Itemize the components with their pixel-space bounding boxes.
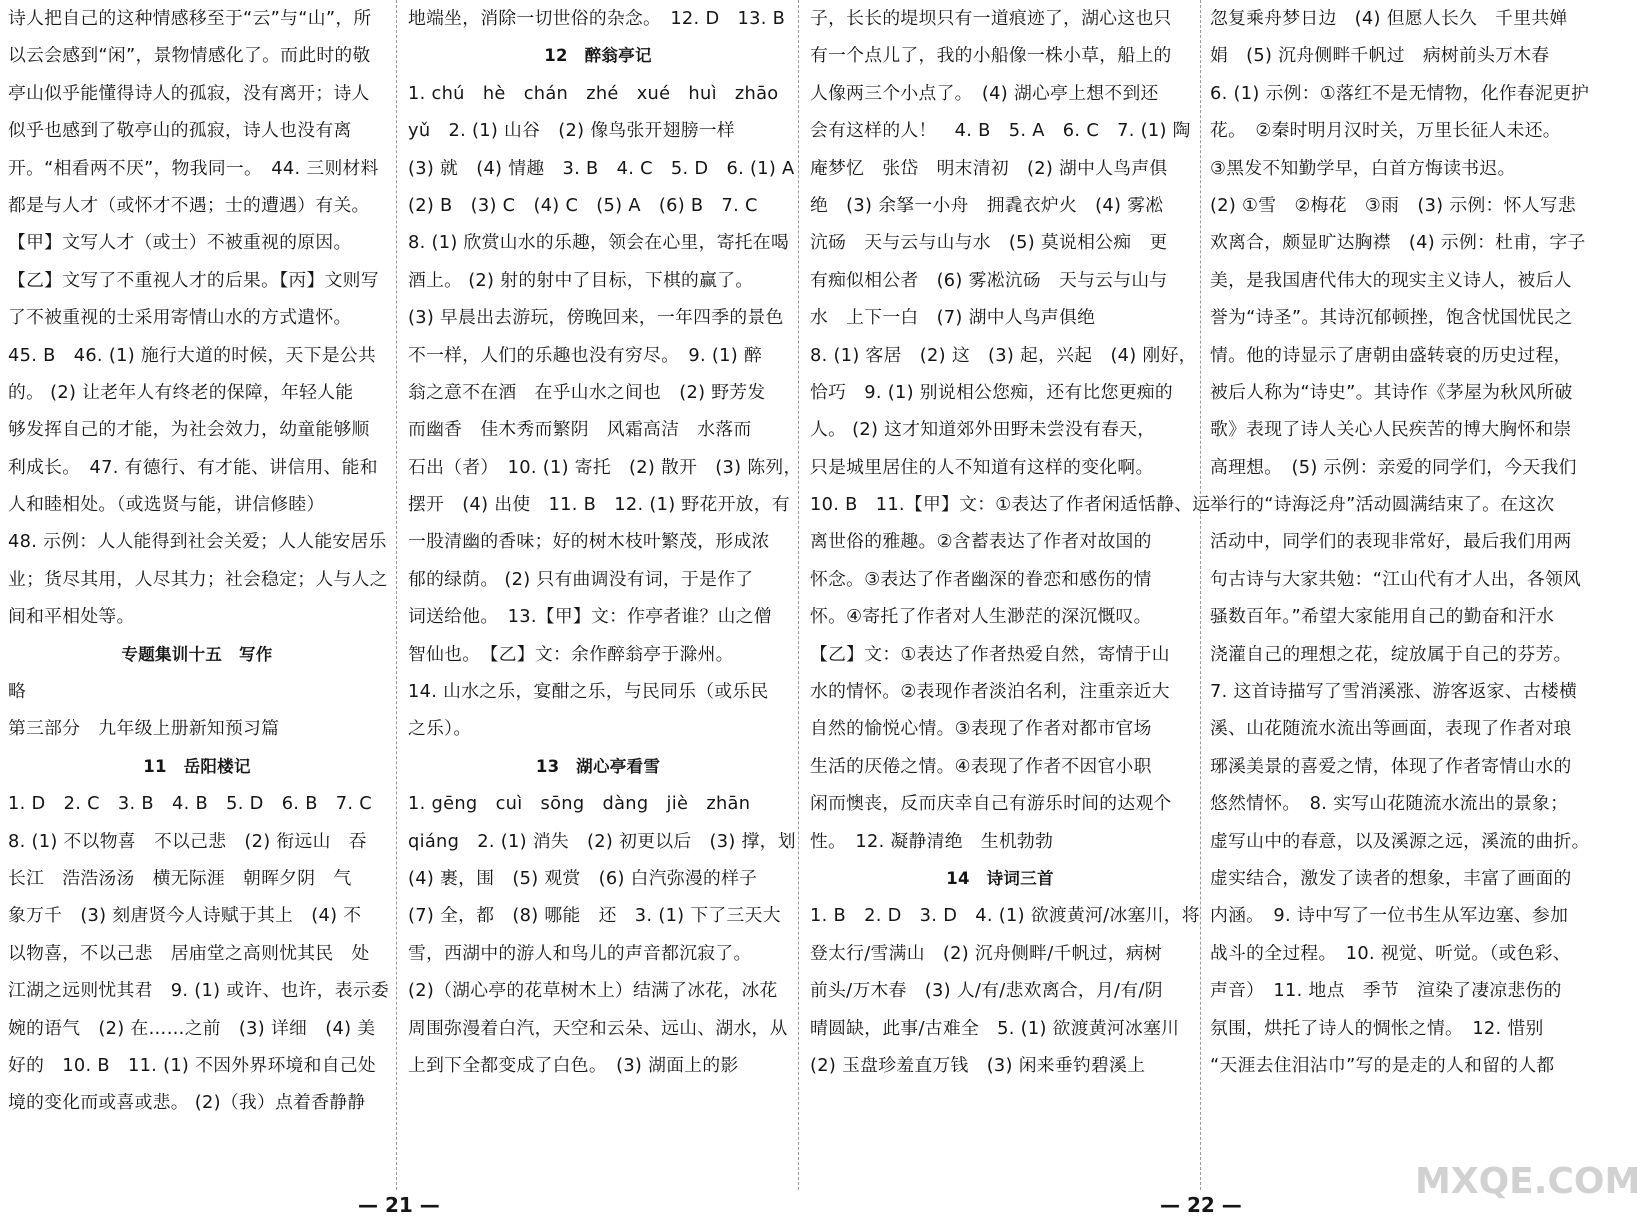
text-line: 而幽香 佳木秀而繁阴 风霜高洁 水落而 xyxy=(408,419,752,441)
text-line: 1. chú hè chán zhé xué huì zhāo xyxy=(408,82,779,104)
text-line: 间和平相处等。 xyxy=(8,606,135,628)
text-line: 1. gēng cuì sōng dàng jiè zhān xyxy=(408,793,751,815)
text-line: 似乎也感到了敬亭山的孤寂，诗人也没有离 xyxy=(8,120,352,142)
text-line: 【乙】文写了不重视人才的后果。【丙】文则写 xyxy=(8,269,379,291)
text-line: 会有这样的人！ 4. B 5. A 6. C 7. (1) 陶 xyxy=(810,120,1191,142)
text-line: 琊溪美景的喜爱之情，体现了作者寄情山水的 xyxy=(1210,755,1572,777)
text-line: 高理想。 (5) 示例：亲爱的同学们，今天我们 xyxy=(1210,456,1577,478)
text-line: 欢离合，颇显旷达胸襟 (4) 示例：杜甫，字子 xyxy=(1210,232,1586,254)
text-line: 1. D 2. C 3. B 4. B 5. D 6. B 7. C xyxy=(8,793,373,815)
text-line: 1. B 2. D 3. D 4. (1) 欲渡黄河/冰塞川，将 xyxy=(810,905,1200,927)
section-heading: 专题集训十五 写作 xyxy=(121,644,273,664)
text-line: 氛围，烘托了诗人的惆怅之情。 12. 惜别 xyxy=(1210,1017,1544,1039)
text-line: 悠然情怀。 8. 实写山花随流水流出的景象； xyxy=(1210,793,1569,815)
text-line: 离世俗的雅趣。②含蓄表达了作者对故国的 xyxy=(810,531,1152,553)
text-line: qiáng 2. (1) 消失 (2) 初更以后 (3) 撑，划 xyxy=(408,830,796,852)
text-line: 恰巧 9. (1) 别说相公您痴，还有比您更痴的 xyxy=(810,381,1173,403)
text-line: 绝 (3) 余拏一小舟 拥毳衣炉火 (4) 雾凇 xyxy=(810,194,1164,216)
text-line: (2) ①雪 ②梅花 ③雨 (3) 示例：怀人写悲 xyxy=(1210,194,1576,216)
text-line: 上到下全都变成了白色。 (3) 湖面上的影 xyxy=(408,1054,739,1076)
text-line: 生活的厌倦之情。④表现了作者不因官小职 xyxy=(810,755,1152,777)
text-line: 自然的愉悦心情。③表现了作者对都市官场 xyxy=(810,718,1152,740)
section-heading: 12 醉翁亭记 xyxy=(544,46,652,66)
text-line: 周围弥漫着白汽，天空和云朵、远山、湖水，从 xyxy=(408,1017,788,1039)
text-line: 的。 (2) 让老年人有终老的保障，年轻人能 xyxy=(8,381,354,403)
text-line: 10. B 11.【甲】文：①表达了作者闲适恬静、远 xyxy=(810,494,1211,516)
text-line: 业；货尽其用，人尽其力；社会稳定；人与人之 xyxy=(8,568,388,590)
text-line: 境的变化而或喜或悲。 (2)（我）点着香静静 xyxy=(8,1092,366,1114)
text-line: 翁之意不在酒 在乎山水之间也 (2) 野芳发 xyxy=(408,381,766,403)
text-line: 怀。④寄托了作者对人生渺茫的深沉慨叹。 xyxy=(810,606,1152,628)
text-line: 子，长长的堤坝只有一道痕迹了，湖心这也只 xyxy=(810,8,1172,29)
text-line: 水 上下一白 (7) 湖中人鸟声俱绝 xyxy=(810,307,1096,329)
text-line: 够发挥自己的才能，为社会效力，幼童能够顺 xyxy=(8,419,370,441)
text-line: 水的情怀。②表现作者淡泊名利，注重亲近大 xyxy=(810,681,1170,703)
text-line: 怀念。③表达了作者幽深的眷恋和感伤的情 xyxy=(810,568,1152,590)
text-line: 句古诗与大家共勉：“江山代有才人出，各领风 xyxy=(1210,568,1582,590)
column-divider xyxy=(396,0,397,1190)
text-line: 略 xyxy=(8,681,27,703)
text-column-4 xyxy=(1210,0,1592,1190)
text-line: 骚数百年。”希望大家能用自己的勤奋和汗水 xyxy=(1210,606,1555,628)
text-line: 【乙】文：①表达了作者热爱自然，寄情于山 xyxy=(810,643,1170,665)
text-line: 不一样，人们的乐趣也没有穷尽。 9. (1) 醉 xyxy=(408,344,763,366)
text-line: 沆砀 天与云与山与水 (5) 莫说相公痴 更 xyxy=(810,232,1168,254)
text-line: 长江 浩浩汤汤 横无际涯 朝晖夕阴 气 xyxy=(8,867,352,889)
text-line: “天涯去住泪沾巾”写的是走的人和留的人都 xyxy=(1210,1054,1555,1076)
text-line: 人像两三个小点了。 (4) 湖心亭上想不到还 xyxy=(810,82,1159,104)
text-line: 誉为“诗圣”。其诗沉郁顿挫，饱含忧国忧民之 xyxy=(1210,307,1573,329)
text-line: 娟 (5) 沉舟侧畔千帆过 病树前头万木春 xyxy=(1210,45,1550,67)
text-line: yǔ 2. (1) 山谷 (2) 像鸟张开翅膀一样 xyxy=(408,120,735,142)
text-line: 人和睦相处。（或选贤与能，讲信修睦） xyxy=(8,494,325,516)
text-line: 摆开 (4) 出使 11. B 12. (1) 野花开放，有 xyxy=(408,494,790,516)
text-column-3 xyxy=(810,0,1211,1190)
section-heading: 14 诗词三首 xyxy=(946,868,1054,888)
text-line: 8. (1) 不以物喜 不以己悲 (2) 衔远山 吞 xyxy=(8,830,367,852)
text-line: 诗人把自己的这种情感移至于“云”与“山”，所 xyxy=(8,8,372,29)
text-line: 石出（者） 10. (1) 寄托 (2) 散开 (3) 陈列， xyxy=(408,456,802,478)
text-line: (3) 早晨出去游玩，傍晚回来，一年四季的景色 xyxy=(408,307,784,329)
text-line: 了不被重视的士采用寄情山水的方式遣怀。 xyxy=(8,307,352,329)
text-line: 声音） 11. 地点 季节 渲染了凄凉悲伤的 xyxy=(1210,980,1562,1002)
text-line: 利成长。 47. 有德行、有才能、讲信用、能和 xyxy=(8,456,378,478)
text-line: 庵梦忆 张岱 明末清初 (2) 湖中人鸟声俱 xyxy=(810,157,1168,179)
text-line: 郁的绿荫。 (2) 只有曲调没有词，于是作了 xyxy=(408,568,754,590)
text-line: 【甲】文写人才（或士）不被重视的原因。 xyxy=(8,232,352,254)
text-line: 活动中，同学们的表现非常好，最后我们用两 xyxy=(1210,531,1572,553)
text-line: 有痴似相公者 (6) 雾凇沆砀 天与云与山与 xyxy=(810,269,1168,291)
text-line: 歌》表现了诗人关心人民疾苦的博大胸怀和崇 xyxy=(1210,419,1572,441)
text-line: 婉的语气 (2) 在……之前 (3) 详细 (4) 美 xyxy=(8,1017,376,1039)
text-line: 开。“相看两不厌”，物我同一。 44. 三则材料 xyxy=(8,157,379,179)
text-line: 花。 ②秦时明月汉时关，万里长征人未还。 xyxy=(1210,120,1561,142)
page-number-left: — 21 — xyxy=(358,1193,440,1217)
text-line: 晴圆缺，此事/古难全 5. (1) 欲渡黄河冰塞川 xyxy=(810,1017,1180,1039)
text-line: 6. (1) 示例：①落红不是无情物，化作春泥更护 xyxy=(1210,82,1590,104)
section-heading: 13 湖心亭看雪 xyxy=(535,756,661,776)
text-line: 48. 示例：人人能得到社会关爱；人人能安居乐 xyxy=(8,531,387,553)
page-gutter-divider xyxy=(798,0,799,1190)
text-line: 性。 12. 凝静清绝 生机勃勃 xyxy=(810,830,1054,852)
text-line: (3) 就 (4) 情趣 3. B 4. C 5. D 6. (1) A xyxy=(408,157,795,179)
text-line: 45. B 46. (1) 施行大道的时候，天下是公共 xyxy=(8,344,376,366)
text-line: 亭山似乎能懂得诗人的孤寂，没有离开；诗人 xyxy=(8,82,370,104)
text-line: 内涵。 9. 诗中写了一位书生从军边塞、参加 xyxy=(1210,905,1569,927)
text-column-1 xyxy=(8,0,390,1190)
text-line: 词送给他。 13.【甲】文：作亭者谁？山之僧 xyxy=(408,606,772,628)
text-column-2 xyxy=(408,0,802,1190)
text-line: 江湖之远则忧其君 9. (1) 或许、也许，表示委 xyxy=(8,980,390,1002)
text-line: 溪、山花随流水流出等画面，表现了作者对琅 xyxy=(1210,718,1572,740)
text-line: 好的 10. B 11. (1) 不因外界环境和自己处 xyxy=(8,1054,376,1076)
text-line: 一股清幽的香味；好的树木枝叶繁茂，形成浓 xyxy=(408,531,770,553)
text-line: 以云会感到“闲”，景物情感化了。而此时的敬 xyxy=(8,45,371,67)
text-line: 美，是我国唐代伟大的现实主义诗人，被后人 xyxy=(1210,269,1572,291)
text-line: 人。 (2) 这才知道郊外田野未尝没有春天， xyxy=(810,419,1156,441)
text-line: 以物喜，不以己悲 居庙堂之高则忧其民 处 xyxy=(8,942,370,964)
text-line: 虚实结合，激发了读者的想象，丰富了画面的 xyxy=(1210,867,1572,889)
text-line: 战斗的全过程。 10. 视觉、听觉。（或色彩、 xyxy=(1210,942,1571,964)
text-line: 有一个点儿了，我的小船像一株小草，船上的 xyxy=(810,45,1172,67)
text-line: 雪，西湖中的游人和鸟儿的声音都沉寂了。 xyxy=(408,942,752,964)
page-number-right: — 22 — xyxy=(1160,1193,1242,1217)
text-line: (4) 裹，围 (5) 观赏 (6) 白汽弥漫的样子 xyxy=(408,867,758,889)
text-line: 象万千 (3) 刻唐贤今人诗赋于其上 (4) 不 xyxy=(8,905,362,927)
watermark-logo: MXQE.COM xyxy=(1415,1161,1640,1202)
text-line: 情。他的诗显示了唐朝由盛转衰的历史过程， xyxy=(1210,344,1572,366)
text-line: 之乐）。 xyxy=(408,718,472,740)
text-line: 8. (1) 客居 (2) 这 (3) 起，兴起 (4) 刚好， xyxy=(810,344,1197,366)
text-line: 登太行/雪满山 (2) 沉舟侧畔/千帆过，病树 xyxy=(810,942,1163,964)
text-line: 第三部分 九年级上册新知预习篇 xyxy=(8,718,280,740)
text-line: 酒上。 (2) 射的射中了目标，下棋的赢了。 xyxy=(408,269,754,291)
text-line: (2) B (3) C (4) C (5) A (6) B 7. C xyxy=(408,194,758,216)
text-line: 14. 山水之乐，宴酣之乐，与民同乐（或乐民 xyxy=(408,681,769,703)
text-line: 被后人称为“诗史”。其诗作《茅屋为秋风所破 xyxy=(1210,381,1573,403)
text-line: 虚写山中的春意，以及溪源之远，溪流的曲折。 xyxy=(1210,830,1590,852)
text-line: (2)（湖心亭的花草树木上）结满了冰花，冰花 xyxy=(408,980,778,1002)
text-line: (2) 玉盘珍羞直万钱 (3) 闲来垂钓碧溪上 xyxy=(810,1054,1146,1076)
column-divider xyxy=(1200,0,1201,1190)
text-line: 浇灌自己的理想之花，绽放属于自己的芬芳。 xyxy=(1210,643,1572,665)
text-line: 7. 这首诗描写了雪消溪涨、游客返家、古楼横 xyxy=(1210,681,1578,703)
text-line: ③黑发不知勤学早，白首方悔读书迟。 xyxy=(1210,157,1516,179)
text-line: (7) 全，都 (8) 哪能 还 3. (1) 下了三天大 xyxy=(408,905,781,927)
text-line: 地端坐，消除一切世俗的杂念。 12. D 13. B xyxy=(408,8,786,29)
text-line: 只是城里居住的人不知道有这样的变化啊。 xyxy=(810,456,1154,478)
text-line: 8. (1) 欣赏山水的乐趣，领会在心里，寄托在喝 xyxy=(408,232,790,254)
text-line: 前头/万木春 (3) 人/有/悲欢离合，月/有/阴 xyxy=(810,980,1163,1002)
text-line: 智仙也。 【乙】文：余作醉翁亭于滁州。 xyxy=(408,643,734,665)
text-line: 忽复乘舟梦日边 (4) 但愿人长久 千里共婵 xyxy=(1210,8,1568,29)
section-heading: 11 岳阳楼记 xyxy=(143,756,251,776)
text-line: 闲而懊丧，反而庆幸自己有游乐时间的达观个 xyxy=(810,793,1172,815)
text-line: 都是与人才（或怀才不遇；士的遭遇）有关。 xyxy=(8,194,370,216)
text-line: 举行的“诗海泛舟”活动圆满结束了。在这次 xyxy=(1210,494,1555,516)
